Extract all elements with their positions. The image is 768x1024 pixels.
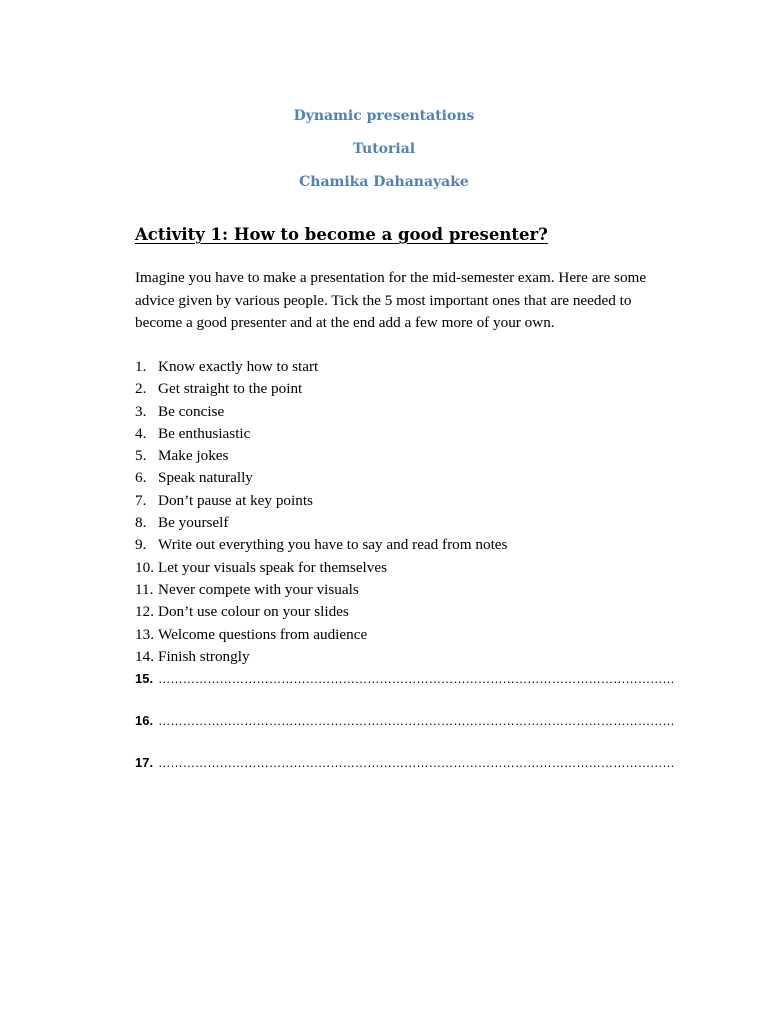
advice-item — [135, 646, 675, 668]
advice-item-text: Be enthusiastic — [158, 424, 251, 442]
advice-item — [135, 512, 675, 534]
advice-item-text: Let your visuals speak for themselves — [158, 558, 388, 576]
advice-item-number: 5. — [135, 447, 147, 465]
advice-item — [135, 445, 675, 467]
advice-item — [135, 557, 675, 579]
advice-item-number: 3. — [135, 402, 147, 420]
blank-answer-dots: ……………………………………………………………………………………………………………… — [158, 672, 675, 686]
advice-item-number: 6. — [135, 469, 147, 487]
advice-item-text: Know exactly how to start — [158, 358, 319, 375]
advice-item — [135, 401, 675, 423]
advice-item — [135, 378, 675, 400]
document-subtitle: Tutorial — [352, 141, 416, 157]
advice-item-text: Make jokes — [158, 447, 229, 465]
blank-answer-line — [135, 752, 675, 794]
advice-list — [135, 356, 675, 668]
blank-answer-line — [135, 710, 675, 752]
advice-item-text: Never compete with your visuals — [158, 580, 359, 598]
advice-item-number: 8. — [135, 514, 147, 532]
advice-item-number: 10. — [135, 558, 154, 576]
document-header — [0, 106, 768, 205]
advice-item — [135, 490, 675, 512]
advice-item-text: Don’t pause at key points — [158, 491, 313, 509]
advice-item — [135, 579, 675, 601]
advice-item-number: 13. — [135, 625, 154, 643]
blank-answer-list — [135, 668, 675, 794]
document-author: Chamika Dahanayake — [299, 174, 469, 190]
blank-answer-number: 16. — [135, 713, 154, 728]
advice-item-text: Be yourself — [158, 514, 229, 532]
blank-answer-line — [135, 668, 675, 710]
advice-item-text: Welcome questions from audience — [158, 625, 368, 643]
advice-item-number: 2. — [135, 380, 147, 398]
advice-item-text: Don’t use colour on your slides — [158, 603, 349, 621]
activity-intro: Imagine you have to make a presentation for the mid-semester exam. Here are some advice given by various people. Tick the 5 most important ones that are needed to become a good presenter and at the end add a few more of your own. — [135, 269, 647, 331]
advice-item-number: 14. — [135, 647, 154, 665]
blank-answer-number: 15. — [135, 671, 154, 686]
document-title: Dynamic presentations — [293, 108, 475, 124]
advice-item — [135, 467, 675, 489]
advice-item-text: Write out everything you have to say and read from notes — [158, 536, 508, 554]
advice-item-number: 1. — [135, 358, 147, 375]
advice-item-number: 11. — [135, 580, 154, 598]
advice-item — [135, 356, 675, 378]
advice-item — [135, 423, 675, 445]
advice-item — [135, 624, 675, 646]
advice-item-text: Speak naturally — [158, 469, 253, 487]
blank-answer-number: 17. — [135, 755, 154, 770]
advice-item-text: Get straight to the point — [158, 380, 303, 398]
advice-item-number: 7. — [135, 491, 147, 509]
advice-item — [135, 601, 675, 623]
advice-item — [135, 534, 675, 556]
blank-answer-dots: ……………………………………………………………………………………………………………… — [158, 714, 675, 728]
blank-answer-dots: ……………………………………………………………………………………………………………… — [158, 756, 675, 770]
advice-item-number: 12. — [135, 603, 154, 621]
advice-item-text: Be concise — [158, 402, 225, 420]
advice-item-number: 9. — [135, 536, 147, 554]
advice-item-text: Finish strongly — [158, 647, 250, 665]
advice-item-number: 4. — [135, 424, 147, 442]
activity-title: Activity 1: How to become a good presenter? — [135, 225, 548, 244]
